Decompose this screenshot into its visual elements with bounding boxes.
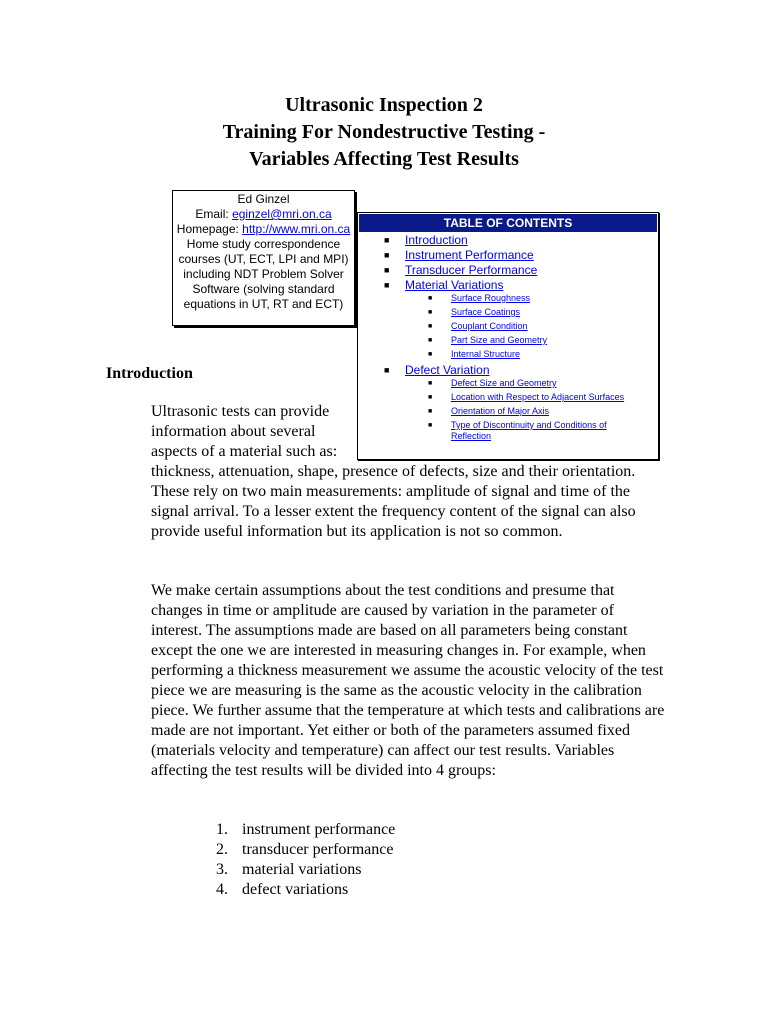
toc-list: [358, 233, 658, 444]
title-line-1: Ultrasonic Inspection 2: [285, 94, 483, 116]
bullet-icon: ■: [428, 295, 433, 302]
author-description: Home study correspondence courses (UT, ECT, LPI and MPI) including NDT Problem Solver Software (solving standard equations in UT, RT and ECT): [178, 237, 349, 311]
paragraph-assumptions: We make certain assumptions about the test conditions and presume that changes in time or amplitude are caused by variation in the parameter of interest. The assumptions made are based on all parameters being constant except the one we are interested in measuring changes in. For example, when performing a thickness measurement we assume the acoustic velocity of the test piece we are measuring is the same as the acoustic velocity in the calibration piece. We further assume that the temperature at which tests and calibrations are made are not important. Yet either or both of the parameters assumed fixed (materials velocity and temperature) can affect our test results. Variables affecting the test results will be divided into 4 groups:: [151, 582, 665, 779]
toc-subitem: [358, 392, 658, 406]
toc-header: TABLE OF CONTENTS: [359, 214, 657, 232]
list-number: 2.: [216, 841, 228, 858]
bullet-icon: ■: [428, 337, 433, 344]
toc-link-type-of-discontinuity[interactable]: Type of Discontinuity and Conditions of Reflection: [451, 420, 607, 441]
paragraph-intro-continued: thickness, attenuation, shape, presence of defects, size and their orientation. These rely on two main measurements: amplitude of signal and time of the signal arrival. To a lesser extent the frequency content of the signal can also provide useful information but its application is not so common.: [151, 463, 636, 540]
list-number: 4.: [216, 881, 228, 898]
author-email-row: [174, 207, 353, 222]
bullet-icon: ■: [428, 351, 433, 358]
list-item: [216, 840, 395, 860]
toc-item: [358, 263, 658, 278]
title-line-2: Training For Nondestructive Testing -: [222, 121, 546, 143]
table-of-contents: [357, 212, 659, 460]
list-item: [216, 860, 395, 880]
toc-link-instrument-performance[interactable]: Instrument Performance: [405, 248, 534, 262]
toc-link-part-size-geometry[interactable]: Part Size and Geometry: [451, 335, 548, 345]
toc-subitem: [358, 321, 658, 335]
paragraph-intro-lead: Ultrasonic tests can provide information about several aspects of a material such as:: [151, 403, 338, 460]
toc-link-material-variations[interactable]: Material Variations: [405, 278, 504, 292]
homepage-link[interactable]: http://www.mri.on.ca: [242, 222, 351, 236]
bullet-icon: ■: [428, 380, 433, 387]
list-item: [216, 820, 395, 840]
toc-subitem: [358, 378, 658, 392]
toc-subitem: [358, 349, 658, 363]
homepage-label: Homepage:: [176, 222, 239, 236]
toc-link-internal-structure[interactable]: Internal Structure: [451, 349, 521, 359]
toc-link-defect-size-geometry[interactable]: Defect Size and Geometry: [451, 378, 557, 388]
toc-item: [358, 233, 658, 248]
list-text: material variations: [242, 861, 362, 878]
bullet-icon: ■: [384, 235, 390, 245]
bullet-icon: ■: [428, 394, 433, 401]
author-info-box: [172, 190, 355, 326]
toc-link-transducer-performance[interactable]: Transducer Performance: [405, 263, 538, 277]
list-number: 3.: [216, 861, 228, 878]
variables-list: [216, 820, 395, 900]
author-homepage-row: [174, 222, 353, 237]
bullet-icon: ■: [428, 309, 433, 316]
email-link[interactable]: eginzel@mri.on.ca: [232, 207, 332, 221]
section-heading-introduction: Introduction: [106, 365, 193, 382]
email-label: Email:: [195, 207, 229, 221]
bullet-icon: ■: [428, 323, 433, 330]
toc-link-couplant-condition[interactable]: Couplant Condition: [451, 321, 528, 331]
document-title: [0, 92, 768, 173]
bullet-icon: ■: [384, 365, 390, 375]
toc-link-surface-roughness[interactable]: Surface Roughness: [451, 293, 531, 303]
toc-link-surface-coatings[interactable]: Surface Coatings: [451, 307, 521, 317]
list-text: instrument performance: [242, 821, 396, 838]
toc-subitem: [358, 307, 658, 321]
toc-subitem: [358, 293, 658, 307]
toc-link-introduction[interactable]: Introduction: [405, 233, 468, 247]
bullet-icon: ■: [428, 408, 433, 415]
bullet-icon: ■: [384, 250, 390, 260]
toc-link-defect-variation[interactable]: Defect Variation: [405, 363, 490, 377]
toc-link-location-adjacent-surfaces[interactable]: Location with Respect to Adjacent Surfaces: [451, 392, 625, 402]
bullet-icon: ■: [384, 280, 390, 290]
toc-subitem: [358, 420, 658, 444]
toc-subitem: [358, 335, 658, 349]
bullet-icon: ■: [384, 265, 390, 275]
toc-item: [358, 363, 658, 378]
author-name: Ed Ginzel: [237, 192, 290, 206]
toc-subitem: [358, 406, 658, 420]
list-item: [216, 880, 395, 900]
toc-item: [358, 278, 658, 293]
bullet-icon: ■: [428, 422, 433, 429]
toc-link-orientation-major-axis[interactable]: Orientation of Major Axis: [451, 406, 550, 416]
toc-item: [358, 248, 658, 263]
list-text: transducer performance: [242, 841, 394, 858]
title-line-3: Variables Affecting Test Results: [249, 148, 519, 170]
list-number: 1.: [216, 821, 228, 838]
list-text: defect variations: [242, 881, 349, 898]
